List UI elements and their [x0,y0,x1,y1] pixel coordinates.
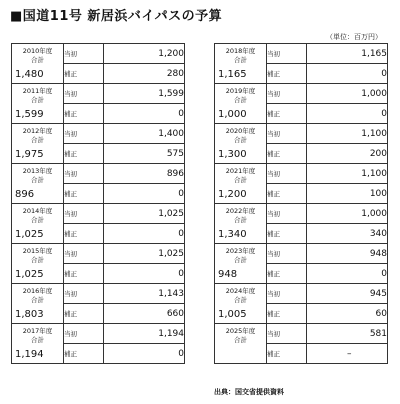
year-row-initial [215,244,388,264]
year-cell [215,284,267,324]
total-label: 合計 [31,176,44,184]
year-cell [12,244,64,284]
year-total-value: 1,025 [15,229,44,240]
year-total-value: 1,480 [15,69,44,80]
total-label: 合計 [31,296,44,304]
supplementary-value-text: – [347,348,352,359]
supplementary-value: 0 [104,104,185,124]
total-label: 合計 [234,56,247,64]
year-row-initial [215,84,388,104]
total-label: 合計 [234,216,247,224]
supplementary-value: 0 [104,344,185,364]
year-row-initial [215,204,388,224]
supplementary-label: 補正 [267,304,307,324]
supplementary-value: 0 [307,64,388,84]
year-cell [12,284,64,324]
year-cell [12,204,64,244]
year-cell [215,44,267,84]
supplementary-label: 補正 [267,104,307,124]
supplementary-label: 補正 [64,224,104,244]
year-row-initial [12,164,185,184]
supplementary-label: 補正 [267,344,307,364]
year-total-value: 1,194 [15,349,44,360]
initial-label: 当初 [64,84,104,104]
initial-value: 1,200 [104,44,185,64]
budget-table-right [214,43,388,364]
initial-value: 1,100 [307,164,388,184]
initial-value: 1,000 [307,204,388,224]
year-total-value: 896 [15,189,35,200]
total-label: 合計 [31,136,44,144]
year-total-value: 1,975 [15,149,44,160]
supplementary-label: 補正 [64,64,104,84]
supplementary-value: 0 [104,264,185,284]
supplementary-label: 補正 [267,144,307,164]
year-row-initial [215,164,388,184]
year-total-value: 1,000 [218,109,247,120]
year-cell [12,164,64,204]
year-row-initial [12,284,185,304]
supplementary-value: 575 [104,144,185,164]
initial-value: 896 [104,164,185,184]
total-label: 合計 [31,256,44,264]
supplementary-value: 0 [307,264,388,284]
source-note: 出典：国交省提供資料 [214,388,284,396]
initial-label: 当初 [64,204,104,224]
total-label: 合計 [31,56,44,64]
year-cell [215,324,267,364]
initial-label: 当初 [267,244,307,264]
initial-label: 当初 [267,204,307,224]
year-cell [215,204,267,244]
year-label: 2021年度 [225,167,256,175]
year-row-initial [12,44,185,64]
year-label: 2024年度 [225,287,256,295]
supplementary-value: 100 [307,184,388,204]
total-label: 合計 [234,256,247,264]
supplementary-value [307,344,388,364]
initial-label: 当初 [267,324,307,344]
supplementary-value: 340 [307,224,388,244]
year-label: 2023年度 [225,247,256,255]
initial-label: 当初 [64,124,104,144]
year-label: 2018年度 [225,47,256,55]
budget-table-left [11,43,185,364]
supplementary-label: 補正 [64,304,104,324]
year-label: 2013年度 [22,167,53,175]
supplementary-value: 200 [307,144,388,164]
year-total-value: 1,165 [218,69,247,80]
initial-label: 当初 [267,164,307,184]
initial-label: 当初 [267,124,307,144]
initial-label: 当初 [64,244,104,264]
year-row-initial [12,124,185,144]
year-label: 2014年度 [22,207,53,215]
year-total-value: 1,300 [218,149,247,160]
year-label: 2010年度 [22,47,53,55]
year-total-value: 1,803 [15,309,44,320]
initial-value: 1,165 [307,44,388,64]
supplementary-label: 補正 [64,184,104,204]
initial-value: 1,025 [104,204,185,224]
year-label: 2025年度 [225,327,256,335]
year-label: 2017年度 [22,327,53,335]
supplementary-label: 補正 [267,64,307,84]
year-label: 2019年度 [225,87,256,95]
initial-value: 581 [307,324,388,344]
initial-label: 当初 [267,44,307,64]
year-cell [12,84,64,124]
total-label: 合計 [31,336,44,344]
initial-label: 当初 [64,324,104,344]
initial-value: 1,143 [104,284,185,304]
year-label: 2011年度 [22,87,53,95]
supplementary-label: 補正 [267,184,307,204]
total-label: 合計 [31,96,44,104]
initial-value: 1,194 [104,324,185,344]
initial-label: 当初 [64,164,104,184]
initial-value: 1,400 [104,124,185,144]
year-label: 2020年度 [225,127,256,135]
total-label: 合計 [31,216,44,224]
supplementary-value: 280 [104,64,185,84]
supplementary-value: 660 [104,304,185,324]
initial-value: 1,100 [307,124,388,144]
year-cell [12,324,64,364]
year-label: 2015年度 [22,247,53,255]
supplementary-value: 60 [307,304,388,324]
supplementary-label: 補正 [64,344,104,364]
year-row-initial [215,284,388,304]
supplementary-value: 0 [104,224,185,244]
year-total-value: 1,200 [218,189,247,200]
initial-value: 1,025 [104,244,185,264]
initial-value: 945 [307,284,388,304]
year-cell [12,44,64,84]
year-label: 2012年度 [22,127,53,135]
year-row-initial [215,44,388,64]
year-row-initial [12,244,185,264]
year-label: 2016年度 [22,287,53,295]
year-row-initial [12,204,185,224]
total-label: 合計 [234,296,247,304]
page-title: ■国道11号 新居浜バイパスの予算 [10,9,223,24]
initial-label: 当初 [64,284,104,304]
initial-value: 948 [307,244,388,264]
year-row-initial [12,84,185,104]
initial-value: 1,000 [307,84,388,104]
year-row-initial [215,324,388,344]
year-total-value: 1,025 [15,269,44,280]
supplementary-label: 補正 [64,104,104,124]
initial-label: 当初 [64,44,104,64]
year-total-value: 1,340 [218,229,247,240]
year-cell [215,164,267,204]
supplementary-label: 補正 [267,224,307,244]
year-label: 2022年度 [225,207,256,215]
total-label: 合計 [234,136,247,144]
year-cell [12,124,64,164]
supplementary-value: 0 [104,184,185,204]
year-cell [215,124,267,164]
initial-value: 1,599 [104,84,185,104]
initial-label: 当初 [267,84,307,104]
year-row-initial [215,124,388,144]
year-total-value: 1,005 [218,309,247,320]
supplementary-label: 補正 [64,144,104,164]
supplementary-value: 0 [307,104,388,124]
year-row-initial [12,324,185,344]
year-cell [215,244,267,284]
total-label: 合計 [234,336,247,344]
total-label: 合計 [234,176,247,184]
year-total-value: 948 [218,269,238,280]
unit-note: （単位：百万円） [326,33,382,41]
total-label: 合計 [234,96,247,104]
supplementary-label: 補正 [267,264,307,284]
year-cell [215,84,267,124]
year-total-value: 1,599 [15,109,44,120]
supplementary-label: 補正 [64,264,104,284]
initial-label: 当初 [267,284,307,304]
